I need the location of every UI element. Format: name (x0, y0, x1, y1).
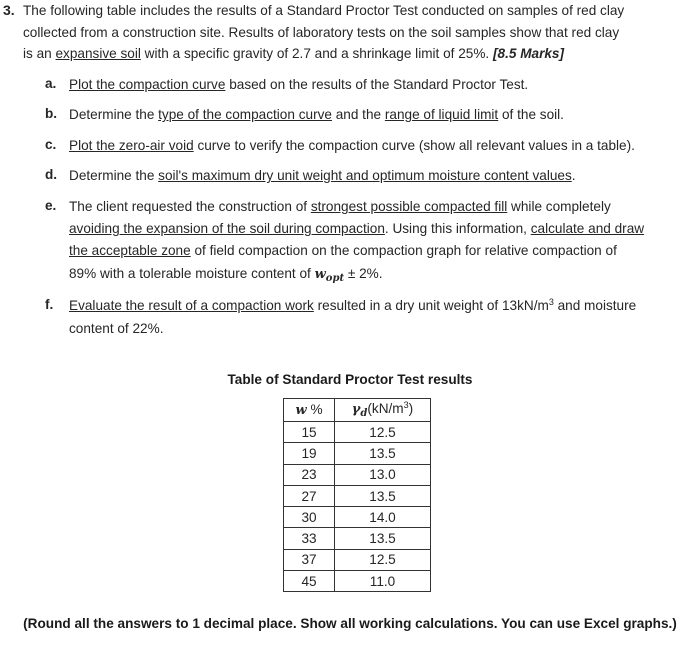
table-row (284, 549, 431, 570)
cell-moisture: 19 (284, 443, 335, 464)
table-header-row (284, 399, 431, 422)
cell-moisture: 33 (284, 528, 335, 549)
part-e-line-2: avoiding the expansion of the soil during compaction. Using this information, calculate and draw (69, 221, 645, 236)
part-f-line-1: Evaluate the result of a compaction work resulted in a dry unit weight of $13kN/m^3$ and moisture (69, 297, 637, 313)
table-row (284, 464, 431, 485)
part-e-label: e. (45, 198, 57, 213)
cell-dry-unit-weight: 13.5 (335, 443, 431, 464)
table-row (284, 528, 431, 549)
part-f-line-2: content of 22%. (69, 321, 164, 336)
table-row (284, 485, 431, 506)
cell-dry-unit-weight: 13.5 (335, 528, 431, 549)
cell-dry-unit-weight: 12.5 (335, 422, 431, 443)
part-a-text: Plot the compaction curve based on the results of the Standard Proctor Test. (69, 77, 529, 92)
cell-moisture: 27 (284, 485, 335, 506)
header-dry-unit-weight: $\gamma_d(kN/m^3)$ (335, 399, 431, 422)
part-c-label: c. (45, 137, 57, 152)
cell-dry-unit-weight: 13.5 (335, 485, 431, 506)
part-b-label: b. (45, 106, 58, 121)
cell-moisture: 45 (284, 571, 335, 592)
part-b-text: Determine the type of the compaction curve and the range of liquid limit of the soil. (69, 107, 564, 122)
part-d-text: Determine the soil's maximum dry unit weight and optimum moisture content values. (69, 168, 576, 183)
marks-label: [8.5 Marks] (493, 46, 565, 61)
table-caption: Table of Standard Proctor Test results (227, 372, 473, 387)
table-row (284, 443, 431, 464)
table-row (284, 422, 431, 443)
intro-line-3: is an expansive soil with a specific gravity of 2.7 and a shrinkage limit of 25%. [8.5 Marks] (23, 46, 565, 61)
question-number: 3. (3, 2, 15, 18)
footer-instructions: (Round all the answers to 1 decimal place. Show all working calculations. You can use Excel graphs.) (23, 616, 677, 631)
intro-line-1: The following table includes the results of a Standard Proctor Test conducted on samples of red clay (23, 3, 625, 18)
part-f-label: f. (45, 297, 54, 312)
part-e-line-4: 89% with a tolerable moisture content of $w_{opt} \pm 2\%$. (69, 266, 383, 284)
w-opt-symbol: w (314, 267, 326, 282)
cell-dry-unit-weight: 11.0 (335, 571, 431, 592)
cell-moisture: 23 (284, 464, 335, 485)
table-row (284, 571, 431, 592)
cell-dry-unit-weight: 12.5 (335, 549, 431, 570)
proctor-results-table (283, 398, 431, 592)
intro-line-2: collected from a construction site. Results of laboratory tests on the soil samples show that red clay (23, 25, 620, 40)
cell-moisture: 15 (284, 422, 335, 443)
part-e-line-3: the acceptable zone of field compaction on the compaction graph for relative compaction of (69, 243, 617, 258)
table-row (284, 507, 431, 528)
part-d-label: d. (45, 167, 58, 182)
expansive-soil-term: expansive soil (55, 46, 141, 61)
part-e-line-1: The client requested the construction of strongest possible compacted fill while completely (69, 199, 611, 214)
cell-dry-unit-weight: 13.0 (335, 464, 431, 485)
part-a-label: a. (45, 76, 57, 91)
part-c-text: Plot the zero-air void curve to verify the compaction curve (show all relevant values in a table). (69, 138, 635, 153)
header-moisture-content: w % (284, 399, 335, 422)
cell-dry-unit-weight: 14.0 (335, 507, 431, 528)
cell-moisture: 37 (284, 549, 335, 570)
cell-moisture: 30 (284, 507, 335, 528)
